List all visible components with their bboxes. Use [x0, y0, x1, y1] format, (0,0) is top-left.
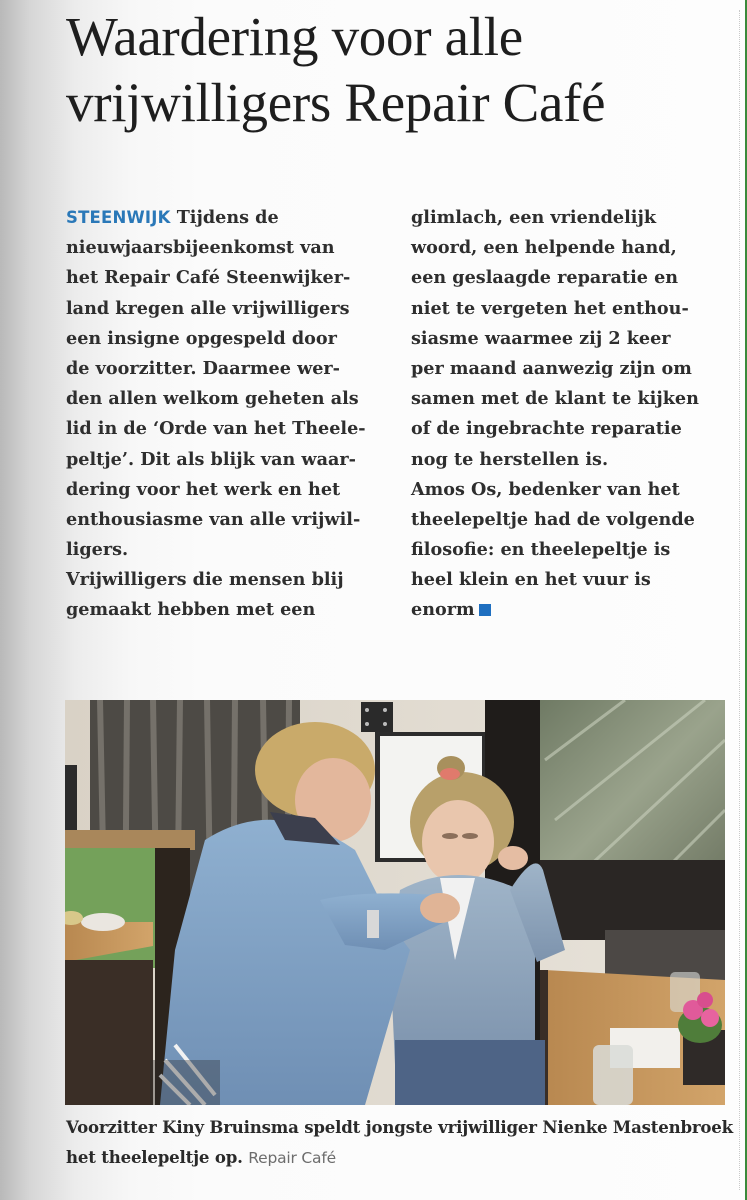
body-line: glimlach, een vriendelijk: [411, 207, 657, 228]
body-line: siasme waarmee zij 2 keer: [411, 327, 671, 349]
body-line: [66, 203, 391, 233]
body-line: dering voor het werk en het: [66, 478, 341, 500]
body-line: nog te herstellen is.: [411, 448, 609, 470]
body-line: een insigne opgespeld door: [66, 327, 337, 349]
body-line: woord, een helpende hand,: [411, 237, 677, 259]
square-end-mark-icon: [479, 604, 491, 616]
body-line: het Repair Café Steenwijker-: [66, 267, 351, 289]
caption-text: Voorzitter Kiny Bruinsma speldt jongste vrijwilliger Nienke Mastenbroek het theelepeltje op.: [66, 1117, 733, 1167]
photo-credit: Repair Café: [248, 1149, 336, 1167]
body-line: Amos Os, bedenker van het: [411, 478, 680, 500]
body-line: de voorzitter. Daarmee wer-: [66, 357, 340, 379]
article-headline: [66, 4, 736, 136]
body-text: Tijdens de: [170, 207, 279, 228]
body-line: filosofie: en theelepeltje is: [411, 539, 671, 561]
body-line-last: [411, 595, 726, 625]
body-line: samen met de klant te kijken: [411, 388, 699, 410]
article-photo: [65, 700, 725, 1105]
body-line: nieuwjaarsbijeenkomst van: [66, 237, 335, 259]
body-line: den allen welkom geheten als: [66, 388, 359, 410]
body-text: enorm: [411, 599, 475, 621]
photo-caption: [66, 1112, 736, 1173]
headline-line-2: vrijwilligers Repair Café: [66, 72, 606, 133]
dateline: STEENWIJK: [66, 208, 171, 227]
body-line: enthousiasme van alle vrijwil-: [66, 508, 361, 530]
body-line: niet te vergeten het enthou-: [411, 297, 689, 319]
body-line: ligers.: [66, 539, 129, 561]
body-line: of de ingebrachte reparatie: [411, 418, 682, 440]
body-line: een geslaagde reparatie en: [411, 267, 679, 289]
photo-illustration: [65, 700, 725, 1105]
body-line: gemaakt hebben met een: [66, 599, 316, 621]
body-line: Vrijwilligers die mensen blij: [66, 569, 344, 591]
article-column-left: [66, 203, 391, 626]
body-line: per maand aanwezig zijn om: [411, 357, 692, 379]
body-line: heel klein en het vuur is: [411, 569, 651, 591]
headline-line-1: Waardering voor alle: [66, 6, 523, 67]
article-column-right: [411, 203, 726, 626]
page-fold-line: [739, 10, 741, 1190]
body-line: peltje’. Dit als blijk van waar-: [66, 448, 356, 470]
body-line: lid in de ‘Orde van het Theele-: [66, 418, 366, 440]
body-line: land kregen alle vrijwilligers: [66, 297, 350, 319]
body-line: theelepeltje had de volgende: [411, 508, 695, 530]
